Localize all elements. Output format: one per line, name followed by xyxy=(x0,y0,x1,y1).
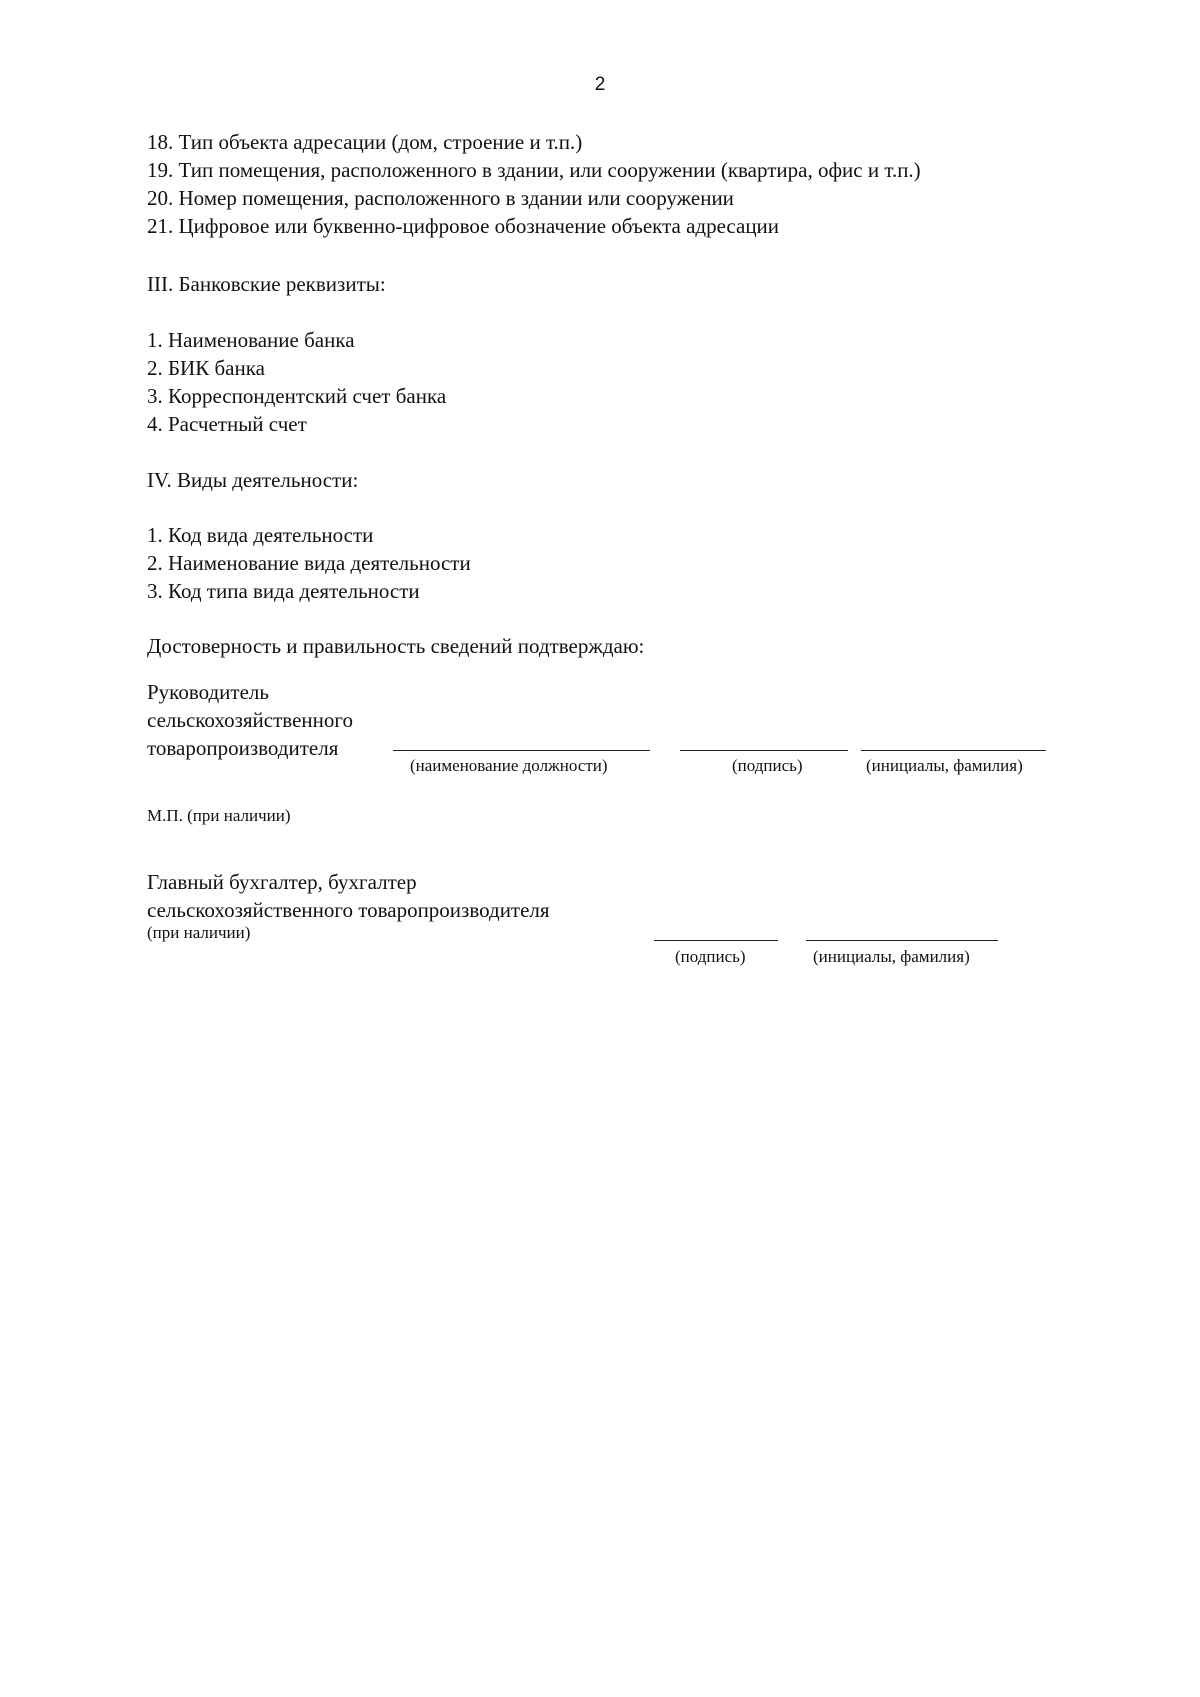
accountant-name-caption: (инициалы, фамилия) xyxy=(813,947,970,966)
label-line: Руководитель xyxy=(147,680,269,704)
stamp-note: М.П. (при наличии) xyxy=(147,806,291,825)
list-item: 2. БИК банка xyxy=(147,356,265,380)
position-signature-line xyxy=(393,750,650,751)
signature-caption: (подпись) xyxy=(732,756,803,775)
accountant-signature-line xyxy=(654,940,778,941)
head-signature-label xyxy=(147,678,353,762)
signature-line xyxy=(680,750,848,751)
list-item: 18. Тип объекта адресации (дом, строение и т.п.) xyxy=(147,130,583,154)
list-item: 1. Код вида деятельности xyxy=(147,523,374,547)
activity-items-list xyxy=(147,521,471,605)
bank-section-heading: III. Банковские реквизиты: xyxy=(147,272,386,296)
address-items-list xyxy=(147,128,921,240)
confirmation-text: Достоверность и правильность сведений подтверждаю: xyxy=(147,634,645,658)
accountant-name-line xyxy=(806,940,998,941)
list-item: 2. Наименование вида деятельности xyxy=(147,551,471,575)
accountant-signature-caption: (подпись) xyxy=(675,947,746,966)
label-line: сельскохозяйственного товаропроизводителя xyxy=(147,898,550,922)
list-item: 1. Наименование банка xyxy=(147,328,355,352)
accountant-note: (при наличии) xyxy=(147,923,251,942)
label-line: сельскохозяйственного xyxy=(147,708,353,732)
list-item: 21. Цифровое или буквенно-цифровое обозначение объекта адресации xyxy=(147,214,780,238)
activity-section-heading: IV. Виды деятельности: xyxy=(147,468,359,492)
label-line: товаропроизводителя xyxy=(147,736,339,760)
label-line: Главный бухгалтер, бухгалтер xyxy=(147,870,417,894)
page-number: 2 xyxy=(594,74,606,95)
name-caption: (инициалы, фамилия) xyxy=(866,756,1023,775)
list-item: 3. Код типа вида деятельности xyxy=(147,579,420,603)
name-signature-line xyxy=(861,750,1046,751)
list-item: 20. Номер помещения, расположенного в здании или сооружении xyxy=(147,186,734,210)
list-item: 4. Расчетный счет xyxy=(147,412,307,436)
list-item: 19. Тип помещения, расположенного в здании, или сооружении (квартира, офис и т.п.) xyxy=(147,158,921,182)
bank-items-list xyxy=(147,326,446,438)
position-caption: (наименование должности) xyxy=(410,756,608,775)
accountant-signature-label xyxy=(147,868,550,924)
list-item: 3. Корреспондентский счет банка xyxy=(147,384,447,408)
